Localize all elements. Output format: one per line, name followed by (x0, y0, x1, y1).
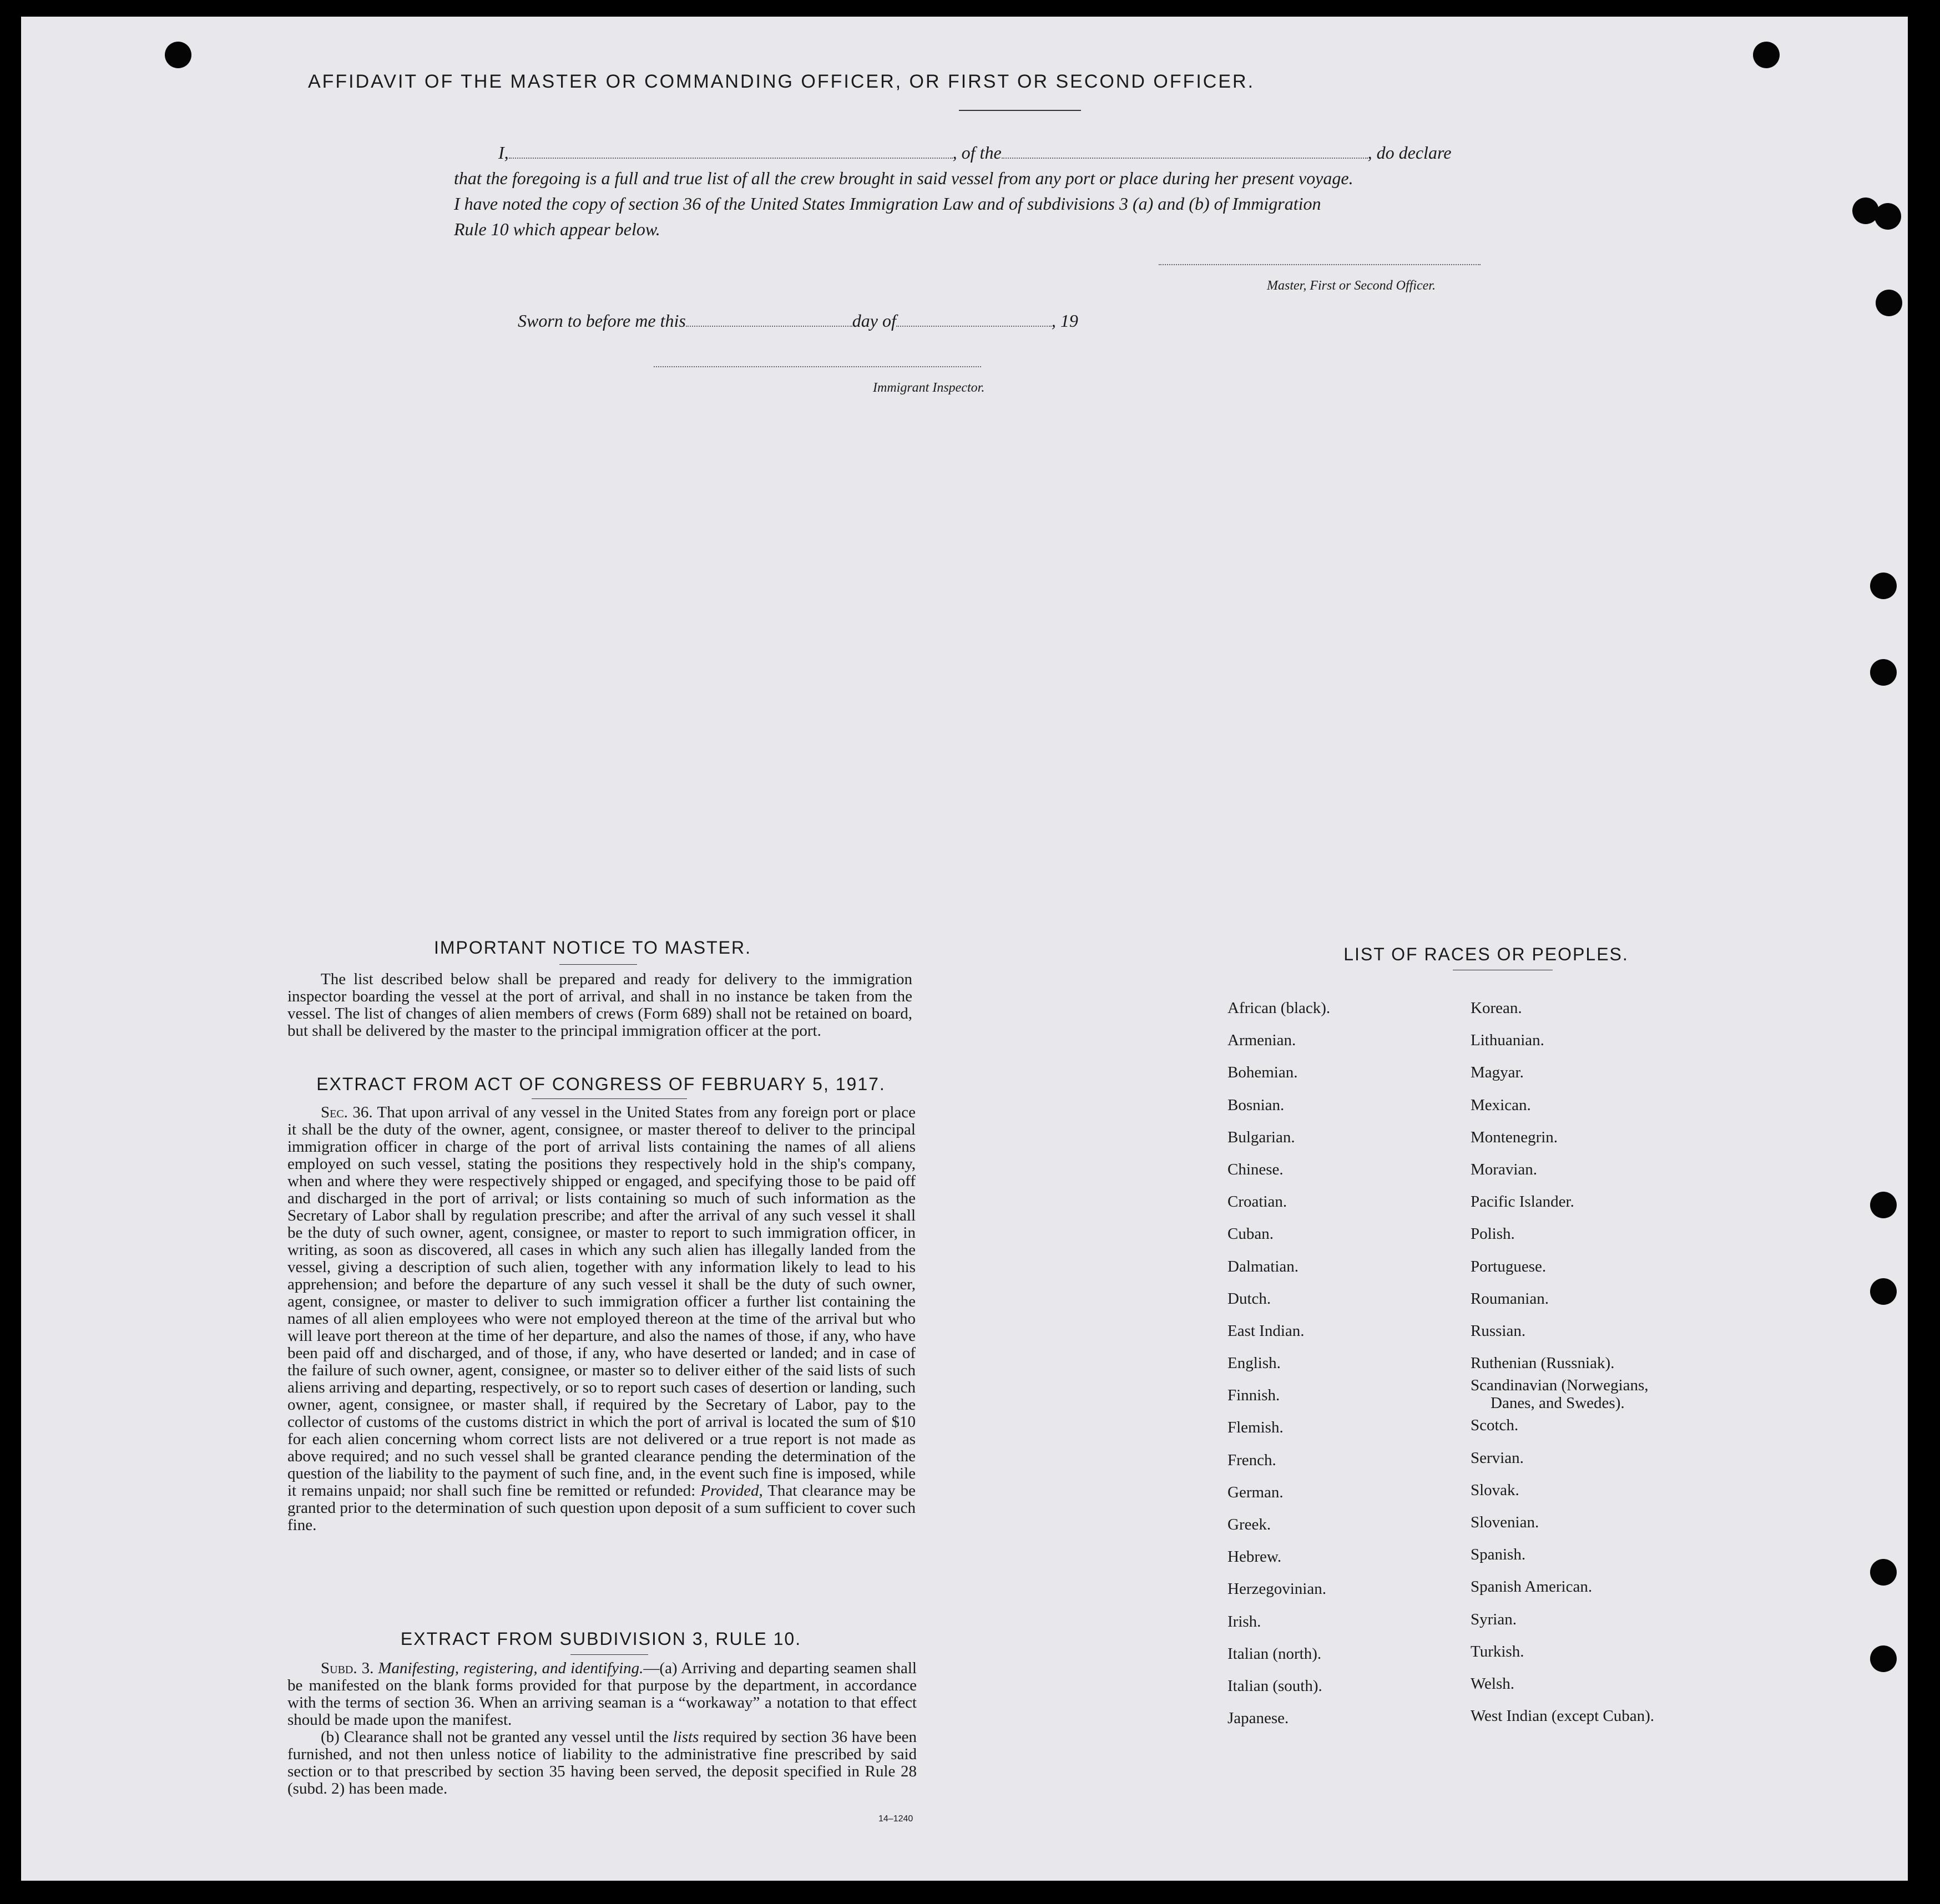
extract-act-title: EXTRACT FROM ACT OF CONGRESS OF FEBRUARY 5, 1917. (316, 1074, 886, 1094)
extract-rule-title: EXTRACT FROM SUBDIVISION 3, RULE 10. (400, 1629, 802, 1649)
declaration-line-1: I, , of the , do declare (498, 143, 1452, 163)
race-item: Italian (north). (1227, 1644, 1322, 1663)
race-item: Mexican. (1471, 1096, 1531, 1114)
signature-label: Master, First or Second Officer. (1267, 278, 1436, 293)
extract-act-underline (532, 1098, 687, 1099)
race-item: Welsh. (1471, 1674, 1515, 1693)
document-page (21, 17, 1908, 1881)
race-item: Turkish. (1471, 1642, 1524, 1660)
race-item: Polish. (1471, 1225, 1515, 1243)
race-item: Irish. (1227, 1612, 1261, 1630)
race-item: Servian. (1471, 1449, 1524, 1467)
punch-hole (1875, 203, 1901, 230)
punch-hole (1870, 1645, 1897, 1672)
declaration-line-3: I have noted the copy of section 36 of the United States Immigration Law and of subdivisions 3 (a) and (b) of Immigration (454, 194, 1321, 214)
race-item: Italian (south). (1227, 1677, 1322, 1695)
race-item: German. (1227, 1483, 1284, 1501)
races-right-column (1471, 992, 1654, 1732)
race-item: Russian. (1471, 1321, 1526, 1340)
subdivision-label: Subd. 3. (321, 1659, 374, 1677)
declaration-text (454, 140, 1536, 242)
punch-hole (1753, 42, 1780, 68)
vessel-blank (1002, 143, 1368, 159)
race-item: French. (1227, 1451, 1276, 1469)
punch-hole (1870, 1559, 1897, 1586)
race-item: Moravian. (1471, 1160, 1537, 1178)
race-item: Finnish. (1227, 1386, 1280, 1405)
race-item: West Indian (except Cuban). (1471, 1707, 1655, 1725)
race-item: Cuban. (1227, 1225, 1274, 1243)
race-item: Scotch. (1471, 1416, 1519, 1435)
race-item-continuation: Danes, and Swedes). (1491, 1394, 1625, 1412)
punch-hole (1870, 1278, 1897, 1305)
sworn-line: Sworn to before me this day of , 19 (518, 311, 1078, 331)
race-item: Dutch. (1227, 1289, 1271, 1308)
race-item: Greek. (1227, 1516, 1271, 1533)
name-blank (509, 143, 953, 159)
declaration-line-2: that the foregoing is a full and true list of all the crew brought in said vessel from any port or place during her present voyage. (454, 168, 1353, 188)
races-title: LIST OF RACES OR PEOPLES. (1343, 944, 1629, 964)
declaration-line-4: Rule 10 which appear below. (454, 219, 660, 239)
title-underline (959, 110, 1081, 111)
race-item: Pacific Islander. (1471, 1193, 1574, 1211)
race-item: Slovenian. (1471, 1513, 1539, 1531)
race-item: Chinese. (1227, 1160, 1284, 1178)
race-item: Scandinavian (Norwegians, (1471, 1376, 1649, 1395)
race-item: Bosnian. (1227, 1096, 1285, 1114)
section-label: Sec. 36. (321, 1103, 373, 1121)
race-item: Slovak. (1471, 1481, 1519, 1499)
form-number: 14–1240 (878, 1814, 913, 1824)
race-item: Ruthenian (Russniak). (1471, 1354, 1615, 1373)
inspector-signature-line (654, 352, 981, 367)
punch-hole (165, 42, 191, 68)
extract-rule-text: Subd. 3. Manifesting, registering, and identifying.—(a) Arriving and departing seamen shall be manifested on the blank forms provided for that purpose by the department, in accordance with the terms of section 36. When an arriving seaman is a “workaway” a notation to that effect should be made upon the manifest. (b) Clearance shall not be granted any vessel until the lists required by section 36 have been furnished, and not then unless notice of liability to the administrative fine prescribed by said section or to that prescribed by section 35 having been served, the deposit specified in Rule 28 (subd. 2) has been made. (287, 1659, 917, 1797)
race-item: Flemish. (1227, 1419, 1284, 1437)
race-item: Montenegrin. (1471, 1128, 1558, 1146)
notice-title: IMPORTANT NOTICE TO MASTER. (434, 938, 751, 958)
sworn-month-blank (896, 311, 1052, 327)
affidavit-title: AFFIDAVIT OF THE MASTER OR COMMANDING OFFICER, OR FIRST OR SECOND OFFICER. (307, 71, 1255, 92)
race-item: English. (1227, 1354, 1281, 1373)
punch-hole (1870, 659, 1897, 686)
race-item: Bulgarian. (1227, 1128, 1295, 1146)
race-item: Armenian. (1227, 1031, 1296, 1050)
sworn-day-blank (686, 311, 852, 327)
race-item: Korean. (1471, 999, 1522, 1017)
race-item: Spanish. (1471, 1546, 1526, 1564)
extract-act-text: Sec. 36. That upon arrival of any vessel in the United States from any foreign port or place it shall be the duty of the owner, agent, consignee, or master thereof to deliver to the principal immigration officer in charge of the port of arrival lists containing the names of all aliens employed on such vessel, stating the positions they respectively hold in the ship's company, when and where they were respectively shipped or engaged, and specifying those to be paid off and discharged in the port of arrival; or lists containing so much of such information as the Secretary of Labor shall by regulation prescribe; and after the arrival of any such vessel it shall be the duty of such owner, agent, consignee, or master to report to such immigration officer, in writing, as soon as discovered, all cases in which any such alien has illegally landed from the vessel, giving a description of such alien, together with any information likely to lead to his apprehension; and before the departure of any such vessel it shall be the duty of such owner, agent, consignee, or master to deliver to such immigration officer a further list containing the names of all alien employees who were not employed thereon at the time of the arrival but who will leave port thereon at the time of her departure, and also the names of those, if any, who have been paid off and discharged, and of those, if any, who have deserted or landed; and in case of the failure of such owner, agent, consignee, or master so to deliver either of the said lists of such aliens arriving and departing, respectively, or so to report such cases of desertion or landing, such owner, agent, consignee, or master shall, if required by the Secretary of Labor, pay to the collector of customs of the customs district in which the port of arrival is located the sum of $10 for each alien concerning whom correct lists are not delivered or a true report is not made as above required; and no such vessel shall be granted clearance pending the determination of the question of the liability to the payment of such fine, and, in the event such fine is imposed, while it remains unpaid; nor shall such fine be remitted or refunded: Provided, That clearance may be granted prior to the determination of such question upon deposit of a sum sufficient to cover such fine. (287, 1103, 916, 1534)
race-item: Roumanian. (1471, 1289, 1549, 1308)
race-item: Japanese. (1227, 1709, 1289, 1728)
punch-hole (1870, 573, 1897, 599)
race-item: Herzegovinian. (1227, 1580, 1326, 1598)
inspector-label: Immigrant Inspector. (873, 381, 985, 395)
race-item: Hebrew. (1227, 1548, 1282, 1566)
signature-line (1159, 250, 1481, 265)
race-item: Portuguese. (1471, 1257, 1547, 1275)
notice-underline (559, 964, 637, 965)
extract-rule-underline (570, 1654, 648, 1655)
race-item: Syrian. (1471, 1610, 1517, 1628)
punch-hole (1876, 290, 1902, 316)
race-item: Croatian. (1227, 1193, 1287, 1211)
races-left-column (1227, 992, 1330, 1734)
punch-hole (1870, 1192, 1897, 1218)
race-item: East Indian. (1227, 1321, 1305, 1340)
race-item: Spanish American. (1471, 1578, 1593, 1596)
notice-text: The list described below shall be prepared and ready for delivery to the immigration inspector boarding the vessel at the port of arrival, and shall in no instance be taken from the vessel. The list of changes of alien members of crews (Form 689) shall not be retained on board, but shall be delivered by the master to the principal immigration officer at the port. (287, 970, 912, 1040)
race-item: Magyar. (1471, 1064, 1524, 1082)
race-item: Dalmatian. (1227, 1257, 1299, 1275)
race-item: Lithuanian. (1471, 1031, 1544, 1050)
race-item: African (black). (1227, 999, 1331, 1017)
race-item: Bohemian. (1227, 1064, 1298, 1082)
